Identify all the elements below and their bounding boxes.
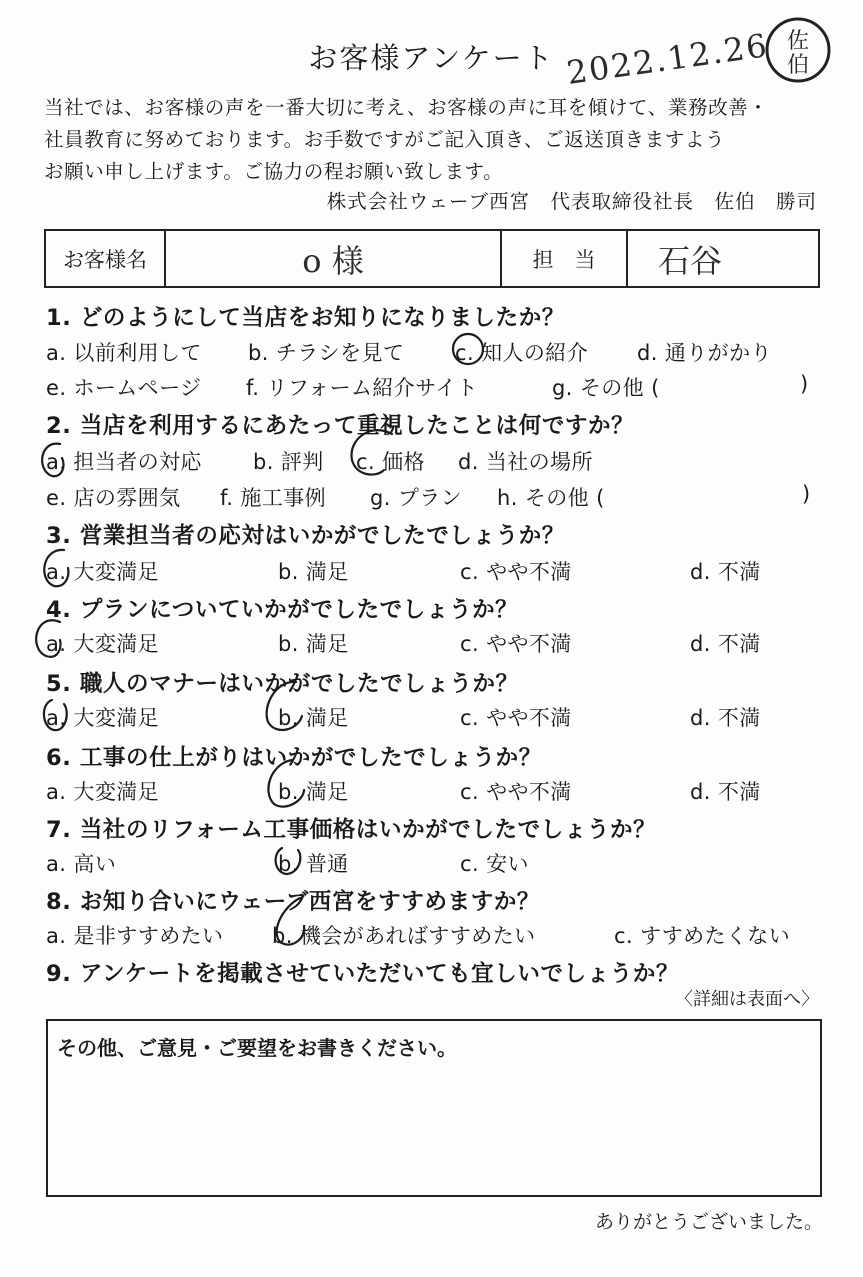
svg-text:佐: 佐 (786, 29, 810, 54)
q4-option-c[interactable]: c. やや不満 (460, 632, 572, 656)
q2-option-a[interactable]: a. 担当者の対応 (46, 450, 202, 474)
question-9: 9. アンケートを掲載させていただいても宜しいでしょうか？ (46, 961, 680, 987)
question-8: 8. お知り合いにウェーブ西宮をすすめますか？ (46, 889, 541, 915)
q6-option-c[interactable]: c. やや不満 (460, 780, 572, 804)
q4-option-a[interactable]: a. 大変満足 (46, 632, 160, 656)
question-3: 3. 営業担当者の応対はいかがでしたでしょうか？ (46, 523, 565, 549)
q6-option-d[interactable]: d. 不満 (690, 780, 761, 804)
q4-option-d[interactable]: d. 不満 (690, 632, 761, 656)
q6-option-a[interactable]: a. 大変満足 (46, 780, 160, 804)
q2-option-h-close: ) (802, 482, 811, 506)
q8-option-c[interactable]: c. すすめたくない (614, 924, 791, 948)
question-1: 1. どのようにして当店をお知りになりましたか？ (46, 305, 565, 331)
question-7: 7. 当社のリフォーム工事価格はいかがでしたでしょうか？ (46, 817, 657, 843)
q3-option-c[interactable]: c. やや不満 (460, 560, 572, 584)
q1-option-b[interactable]: b. チラシを見て (248, 341, 405, 365)
svg-text:伯: 伯 (786, 53, 810, 78)
q7-option-a[interactable]: a. 高い (46, 852, 117, 876)
handwritten-date: 2022.12.26 (564, 26, 771, 92)
q7-option-b[interactable]: b. 普通 (278, 852, 349, 876)
q1-option-g[interactable]: g. その他 ( (552, 376, 660, 400)
q2-option-e[interactable]: e. 店の雰囲気 (46, 486, 181, 510)
thanks-text: ありがとうございました。 (594, 1211, 823, 1233)
q2-option-d[interactable]: d. 当社の場所 (458, 450, 593, 474)
comment-label: その他、ご意見・ご要望をお書きください。 (57, 1036, 457, 1060)
q7-option-c[interactable]: c. 安い (460, 852, 529, 876)
customer-name-value[interactable]: o 様 (166, 231, 502, 286)
q1-option-d[interactable]: d. 通りがかり (637, 341, 772, 365)
q5-option-b[interactable]: b. 満足 (278, 706, 349, 730)
intro-line: 当社では、お客様の声を一番大切に考え、お客様の声に耳を傾けて、業務改善・ (44, 96, 769, 119)
company-line: 株式会社ウェーブ西宮 代表取締役社長 佐伯 勝司 (326, 190, 817, 213)
customer-name-label: お客様名 (46, 231, 166, 286)
q2-option-b[interactable]: b. 評判 (253, 450, 324, 474)
q1-option-g-close: ) (800, 372, 809, 396)
q1-option-c[interactable]: c. 知人の紹介 (455, 341, 589, 365)
q5-option-c[interactable]: c. やや不満 (460, 706, 572, 730)
question-2: 2. 当店を利用するにあたって重視したことは何ですか？ (46, 413, 635, 439)
q1-option-a[interactable]: a. 以前利用して (46, 341, 202, 365)
q2-option-g[interactable]: g. プラン (370, 486, 463, 510)
q8-option-a[interactable]: a. 是非すすめたい (46, 924, 224, 948)
q3-option-d[interactable]: d. 不満 (690, 560, 761, 584)
q3-option-b[interactable]: b. 満足 (278, 560, 349, 584)
detail-note: 〈詳細は表面へ〉 (675, 989, 819, 1010)
q2-option-h[interactable]: h. その他 ( (497, 486, 605, 510)
q2-option-f[interactable]: f. 施工事例 (220, 486, 327, 510)
staff-label: 担 当 (502, 231, 628, 286)
staff-value[interactable]: 石谷 (658, 241, 723, 280)
intro-line: 社員教育に努めております。お手数ですがご記入頂き、ご返送頂きますよう (44, 128, 726, 151)
page-title: お客様アンケート (308, 41, 555, 75)
q2-option-c[interactable]: c. 価格 (356, 450, 425, 474)
customer-table (44, 229, 820, 288)
question-6: 6. 工事の仕上がりはいかがでしたでしょうか？ (46, 745, 542, 771)
seal-stamp (762, 14, 834, 86)
q6-option-b[interactable]: b. 満足 (278, 780, 349, 804)
q8-option-b[interactable]: b. 機会があればすすめたい (272, 924, 536, 948)
question-4: 4. プランについていかがでしたでしょうか？ (46, 597, 519, 623)
q5-option-a[interactable]: a. 大変満足 (46, 706, 160, 730)
question-5: 5. 職人のマナーはいかがでしたでしょうか？ (46, 671, 519, 697)
q4-option-b[interactable]: b. 満足 (278, 632, 349, 656)
q1-option-f[interactable]: f. リフォーム紹介サイト (246, 376, 478, 400)
q3-option-a[interactable]: a. 大変満足 (46, 560, 160, 584)
q5-option-d[interactable]: d. 不満 (690, 706, 761, 730)
intro-line: お願い申し上げます。ご協力の程お願い致します。 (44, 160, 504, 183)
q1-option-e[interactable]: e. ホームページ (46, 376, 202, 400)
